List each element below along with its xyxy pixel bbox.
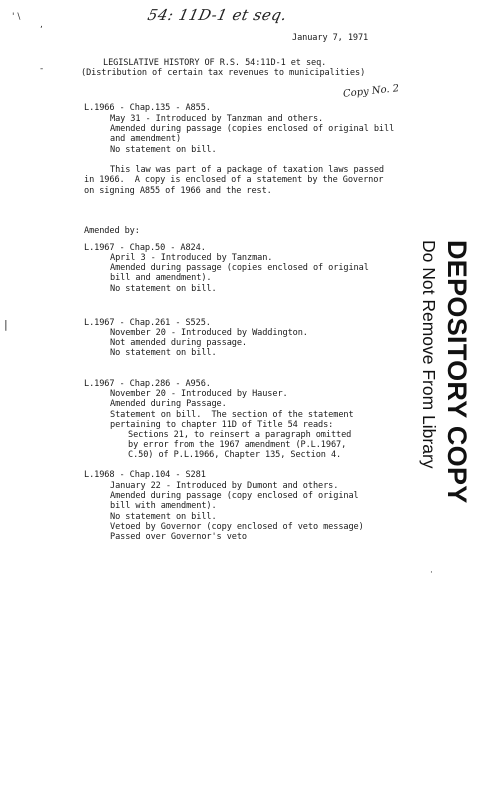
entry-line: January 22 - Introduced by Dumont and others. — [110, 481, 339, 491]
entry-line: Amended during passage (copy enclosed of original — [110, 491, 359, 501]
quote-line: by error from the 1967 amendment (P.L.1967, — [128, 440, 347, 450]
entry-line: Vetoed by Governor (copy enclosed of veto message) — [110, 522, 364, 532]
entry-line: May 31 - Introduced by Tanzman and others. — [110, 114, 324, 124]
entry-line: bill with amendment). — [110, 501, 217, 511]
entry-line: No statement on bill. — [110, 512, 217, 522]
entry-line: Not amended during passage. — [110, 338, 247, 348]
scan-mark: | — [4, 318, 8, 331]
entry-line: Statement on bill. The section of the statement — [110, 410, 354, 420]
entry-line: No statement on bill. — [110, 348, 217, 358]
entry-line: November 20 - Introduced by Waddington. — [110, 328, 308, 338]
depository-stamp — [372, 240, 484, 504]
quote-line: Sections 21, to reinsert a paragraph omitted — [128, 430, 352, 440]
quote-line: C.50) of P.L.1966, Chapter 135, Section 4. — [128, 450, 342, 460]
entry-heading: L.1967 - Chap.261 - S525. — [84, 318, 211, 328]
entry-line: pertaining to chapter 11D of Title 54 reads: — [110, 420, 334, 430]
paragraph-line: This law was part of a package of taxation laws passed — [110, 165, 384, 175]
entry-line: No statement on bill. — [110, 145, 217, 155]
scan-mark: · — [430, 568, 433, 578]
handwritten-citation: 54: 11D-1 et seq. — [146, 6, 289, 24]
scan-mark: ' \ — [12, 12, 21, 22]
paragraph-line: in 1966. A copy is enclosed of a statement by the Governor — [84, 175, 384, 185]
entry-line: Amended during passage (copies enclosed of original bill — [110, 124, 395, 134]
entry-heading: L.1967 - Chap.50 - A824. — [84, 243, 206, 253]
entry-heading: L.1966 - Chap.135 - A855. — [84, 103, 211, 113]
entry-line: Amended during passage (copies enclosed of original — [110, 263, 369, 273]
document-date: January 7, 1971 — [292, 33, 369, 43]
handwritten-copy-number: Copy No. 2 — [342, 83, 400, 100]
entry-line: bill and amendment). — [110, 273, 212, 283]
entry-line: Passed over Governor's veto — [110, 532, 247, 542]
scan-mark: , — [40, 20, 43, 30]
entry-line: Amended during Passage. — [110, 399, 227, 409]
scan-mark: - — [40, 64, 44, 74]
paragraph-line: on signing A855 of 1966 and the rest. — [84, 186, 272, 196]
stamp-notice: Do Not Remove From Library — [419, 240, 439, 469]
document-title: LEGISLATIVE HISTORY OF R.S. 54:11D-1 et seq. — [103, 58, 327, 68]
entry-heading: L.1968 - Chap.104 - S281 — [84, 470, 206, 480]
entry-heading: L.1967 - Chap.286 - A956. — [84, 379, 211, 389]
document-subtitle: (Distribution of certain tax revenues to municipalities) — [81, 68, 366, 78]
section-heading: Amended by: — [84, 226, 140, 236]
entry-line: November 20 - Introduced by Hauser. — [110, 389, 288, 399]
entry-line: No statement on bill. — [110, 284, 217, 294]
entry-line: and amendment) — [110, 134, 182, 144]
stamp-title: DEPOSITORY COPY — [442, 240, 472, 504]
entry-line: April 3 - Introduced by Tanzman. — [110, 253, 273, 263]
